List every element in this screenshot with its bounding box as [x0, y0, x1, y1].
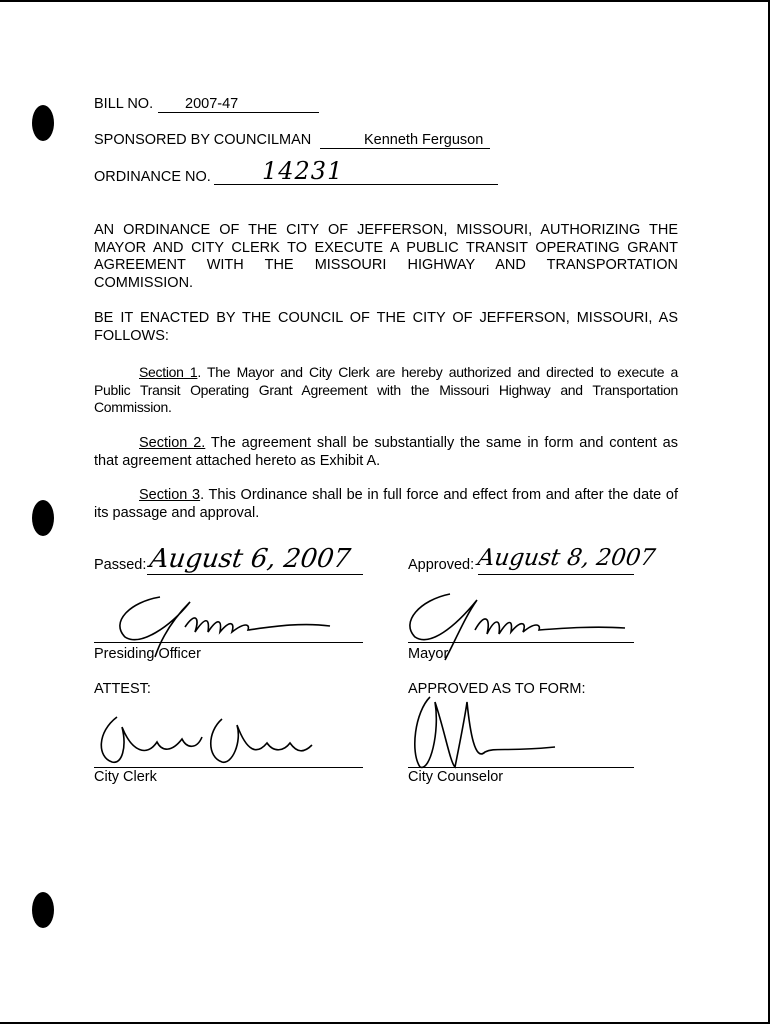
- section-1-label: Section 1: [139, 364, 198, 380]
- punch-hole-top: [32, 105, 54, 141]
- city-clerk-line: [94, 767, 363, 768]
- passed-line: [147, 574, 363, 575]
- ordinance-number-handwritten: 14231: [262, 157, 344, 185]
- city-clerk-label: City Clerk: [94, 769, 157, 785]
- bill-number-line: [158, 96, 319, 113]
- city-counselor-signature: [405, 692, 565, 777]
- section-1-sep: .: [197, 364, 201, 380]
- presiding-officer-label: Presiding Officer: [94, 646, 201, 662]
- section-3-text: This Ordinance shall be in full force and effect from and after the date of its passage and approval.: [94, 487, 678, 521]
- approved-as-to-form-label: APPROVED AS TO FORM:: [408, 681, 586, 697]
- presiding-officer-line: [94, 642, 363, 643]
- section-2-text: The agreement shall be substantially the same in form and content as that agreement attached hereto as Exhibit A.: [94, 435, 678, 469]
- enacting-clause: BE IT ENACTED BY THE COUNCIL OF THE CITY OF JEFFERSON, MISSOURI, AS FOLLOWS:: [94, 310, 678, 344]
- bill-number: 2007-47: [185, 96, 239, 112]
- section-3: [94, 487, 678, 522]
- ordinance-label: ORDINANCE NO.: [94, 169, 211, 185]
- city-counselor-line: [408, 767, 634, 768]
- sponsor-name: Kenneth Ferguson: [364, 132, 484, 148]
- punch-hole-middle: [32, 500, 54, 536]
- city-counselor-label: City Counselor: [408, 769, 504, 785]
- ordinance-title: AN ORDINANCE OF THE CITY OF JEFFERSON, MISSOURI, AUTHORIZING THE MAYOR AND CITY CLERK TO EXECUTE A PUBLIC TRANSIT OPERATING GRANT AGREEMENT WITH THE MISSOURI HIGHWAY AND TRANSPORTATION COMMISSION.: [94, 222, 678, 291]
- approved-date-handwritten: August 8, 2007: [476, 545, 657, 571]
- punch-hole-bottom: [32, 892, 54, 928]
- mayor-line: [408, 642, 634, 643]
- approved-label: Approved:: [408, 557, 475, 573]
- passed-date-handwritten: August 6, 2007: [147, 544, 353, 574]
- mayor-label: Mayor: [408, 646, 449, 662]
- section-1: [94, 364, 678, 417]
- city-clerk-signature: [92, 707, 322, 772]
- ordinance-line: [214, 168, 498, 185]
- passed-label: Passed:: [94, 557, 147, 573]
- section-1-text: The Mayor and City Clerk are hereby authorized and directed to execute a Public Transit Operating Grant Agreement with the Missouri Highway and Transportation Commission.: [94, 364, 678, 415]
- section-2-label: Section 2.: [139, 435, 206, 451]
- attest-label: ATTEST:: [94, 681, 151, 697]
- section-3-label: Section 3: [139, 487, 201, 503]
- bill-label: BILL NO.: [94, 96, 154, 112]
- section-3-sep: .: [200, 487, 205, 503]
- section-2: [94, 435, 678, 470]
- sponsor-label: SPONSORED BY COUNCILMAN: [94, 132, 312, 148]
- approved-line: [478, 574, 634, 575]
